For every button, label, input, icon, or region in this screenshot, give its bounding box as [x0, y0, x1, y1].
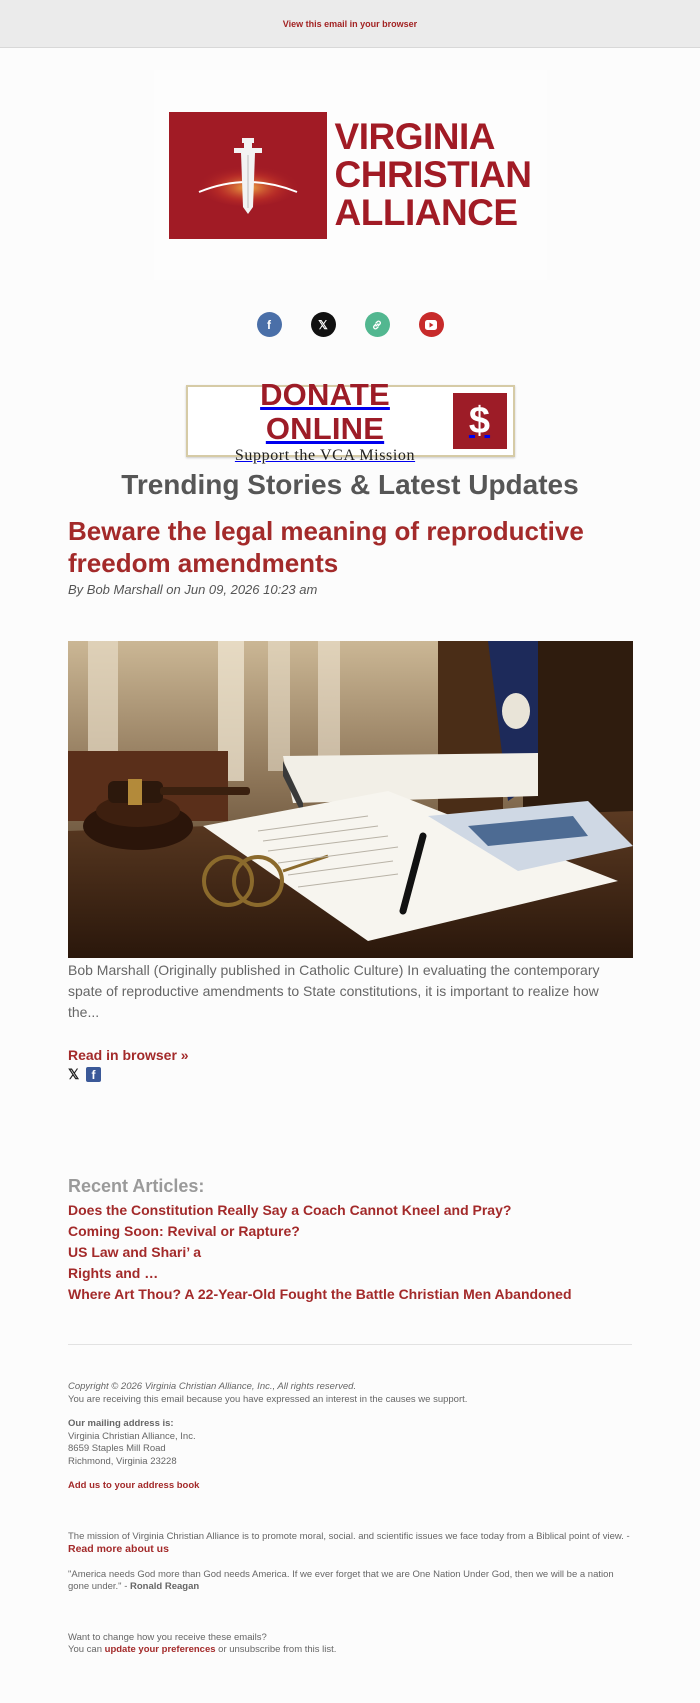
you-can-text: You can — [68, 1644, 105, 1655]
x-share-icon[interactable]: 𝕏 — [68, 1066, 80, 1082]
logo[interactable] — [154, 70, 547, 280]
youtube-icon[interactable] — [419, 312, 444, 337]
mission-text: The mission of Virginia Christian Alliance is to promote moral, social. and scientific issues we face today from a Biblical point of view. - — [68, 1530, 630, 1542]
preferences-line — [68, 1644, 632, 1657]
logo-wordmark — [335, 118, 532, 232]
quote — [68, 1569, 632, 1594]
sword-emblem-icon — [169, 112, 327, 239]
unsubscribe-text[interactable]: or unsubscribe from this list. — [215, 1644, 337, 1655]
dollar-icon: $ — [453, 393, 507, 449]
recent-article-link[interactable]: Rights and … — [68, 1265, 159, 1281]
donate-subtitle: Support the VCA Mission — [234, 446, 416, 464]
read-in-browser-link[interactable]: Read in browser » — [68, 1047, 189, 1063]
logo-line-1: VIRGINIA — [334, 116, 495, 157]
section-title: Trending Stories & Latest Updates — [121, 469, 579, 500]
article-title[interactable]: Beware the legal meaning of reproductive freedom amendments — [68, 516, 584, 578]
facebook-share-icon[interactable]: f — [86, 1067, 101, 1082]
recent-articles-list — [68, 1200, 632, 1305]
address-line: Virginia Christian Alliance, Inc. — [68, 1430, 196, 1442]
x-icon[interactable]: 𝕏 — [311, 312, 336, 337]
address-line: Richmond, Virginia 23228 — [68, 1455, 177, 1467]
change-preferences-prompt: Want to change how you receive these emails? — [68, 1631, 267, 1643]
facebook-icon[interactable]: f — [257, 312, 282, 337]
article-image[interactable] — [68, 641, 633, 958]
article-byline: By Bob Marshall on Jun 09, 2026 10:23 am — [68, 582, 318, 597]
read-more-about-us-link[interactable]: Read more about us — [68, 1543, 169, 1555]
recent-article-link[interactable]: Coming Soon: Revival or Rapture? — [68, 1223, 300, 1239]
mission-statement — [68, 1531, 632, 1557]
footer — [68, 1381, 632, 1657]
logo-line-3: ALLIANCE — [334, 192, 518, 233]
quote-text: "America needs God more than God needs America. If we ever forget that we are One Nation Under God, then we will be a nation gone under." - — [68, 1568, 614, 1592]
footer-divider — [68, 1344, 632, 1345]
update-preferences-link[interactable]: update your preferences — [104, 1644, 216, 1655]
address-line: 8659 Staples Mill Road — [68, 1443, 166, 1454]
link-icon[interactable] — [365, 312, 390, 337]
recent-article-link[interactable]: Where Art Thou? A 22-Year-Old Fought the Battle Christian Men Abandoned — [68, 1286, 572, 1302]
copyright-text: Copyright © 2026 Virginia Christian Alliance, Inc., All rights reserved. — [68, 1381, 357, 1392]
mailing-address-label: Our mailing address is: — [68, 1418, 174, 1429]
receiving-reason: You are receiving this email because you have expressed an interest in the causes we support. — [68, 1393, 468, 1405]
share-links — [68, 1067, 632, 1082]
article-excerpt: Bob Marshall (Originally published in Catholic Culture) In evaluating the contemporary spate of reproductive amendments to State constitutions, it is important to realize how the... — [68, 962, 600, 1020]
logo-line-2: CHRISTIAN — [334, 154, 532, 195]
recent-article-link[interactable]: US Law and Shari’ a — [68, 1244, 202, 1260]
quote-author: Ronald Reagan — [130, 1581, 200, 1592]
view-in-browser-link[interactable]: View this email in your browser — [282, 18, 418, 29]
social-links — [0, 312, 700, 337]
recent-article-link[interactable]: Does the Constitution Really Say a Coach Cannot Kneel and Pray? — [68, 1202, 512, 1218]
add-to-address-book-link[interactable]: Add us to your address book — [68, 1480, 200, 1491]
donate-banner[interactable] — [186, 376, 515, 464]
recent-articles-heading: Recent Articles: — [68, 1176, 205, 1196]
donate-title: DONATE ONLINE — [260, 376, 390, 446]
top-bar — [0, 0, 700, 48]
